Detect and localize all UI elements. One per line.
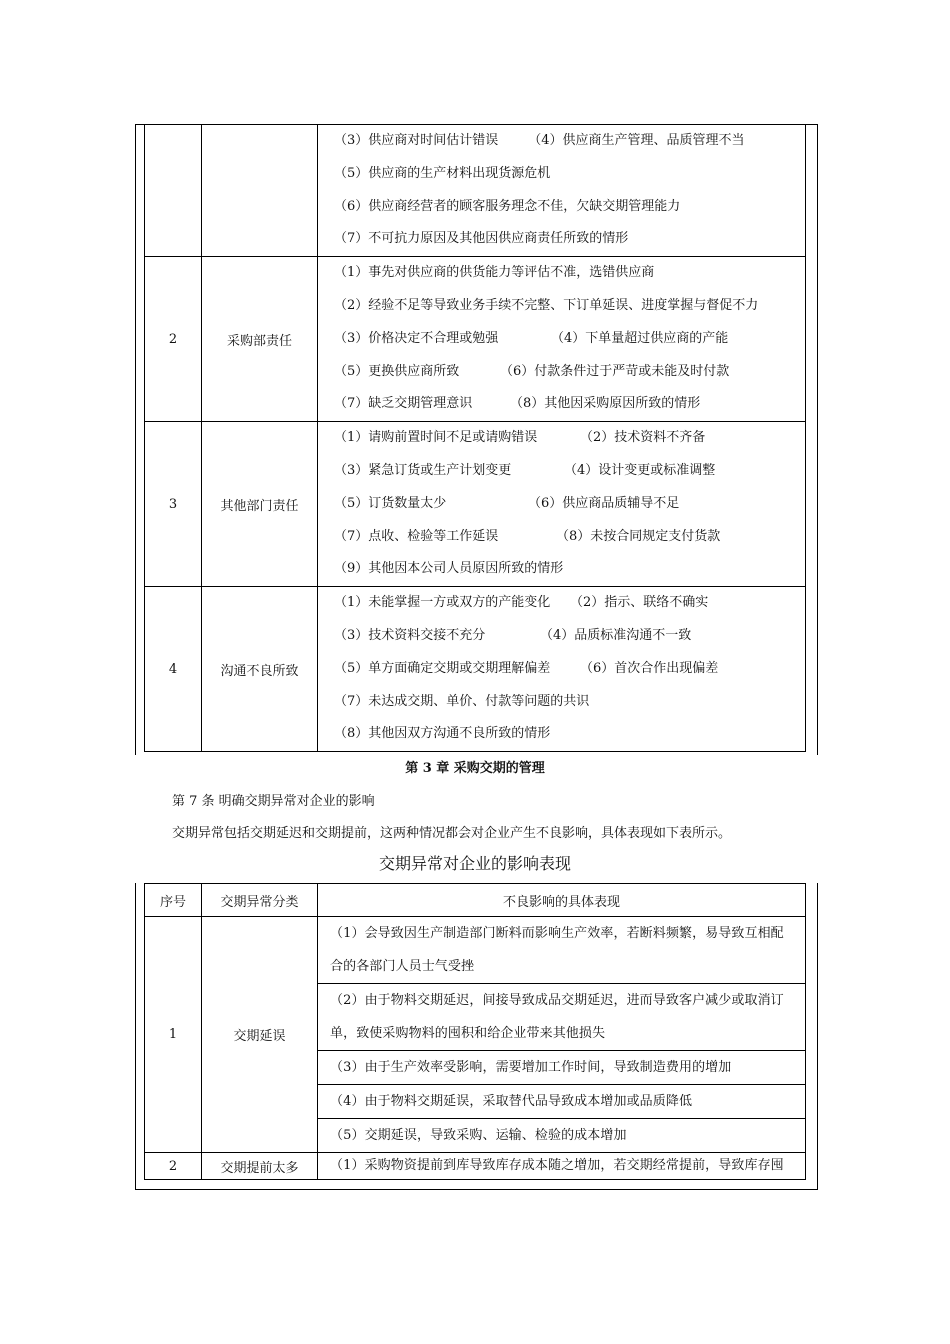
row-number: 4 (145, 587, 202, 752)
cause-item: （9）其他因本公司人员原因所致的情形 (334, 561, 564, 577)
cause-item: （3）紧急订货或生产计划变更 (334, 462, 512, 478)
row-number (145, 125, 202, 257)
cause-line (318, 191, 805, 224)
cause-item: （6）供应商品质辅导不足 (528, 495, 680, 511)
impact-line: 合的各部门人员士气受挫 (330, 959, 475, 974)
cause-item: （6）供应商经营者的顾客服务理念不佳，欠缺交期管理能力 (334, 198, 681, 214)
cause-item: （7）缺乏交期管理意识 (334, 396, 473, 412)
cause-item: （8）其他因双方沟通不良所致的情形 (334, 726, 551, 742)
cause-line (318, 257, 805, 290)
row-number: 1 (145, 917, 202, 1153)
cause-line (318, 653, 805, 686)
impact-line: （3）由于生产效率受影响，需要增加工作时间，导致制造费用的增加 (330, 1060, 732, 1075)
row-number: 2 (145, 257, 202, 422)
paragraph: 交期异常包括交期延迟和交期提前，这两种情况都会对企业产生不良影响，具体表现如下表所示。 (172, 826, 732, 841)
chapter-heading: 第 3 章 采购交期的管理 (405, 761, 545, 776)
cause-item: （5）订货数量太少 (334, 495, 447, 511)
header-cell: 不良影响的具体表现 (318, 884, 806, 917)
impact-line: （1）会导致因生产制造部门断料而影响生产效率，若断料频繁，易导致互相配 (330, 926, 784, 941)
impact-item (318, 1119, 806, 1153)
impact-table (144, 883, 806, 1180)
cause-line (318, 158, 805, 191)
impact-item (318, 1153, 806, 1180)
cause-line (318, 488, 805, 521)
cause-item: （7）点收、检验等工作延误 (334, 528, 499, 544)
cause-line (318, 521, 805, 554)
row-causes (318, 422, 806, 587)
impact-item (318, 1051, 806, 1085)
cause-item: （2）技术资料不齐备 (580, 430, 706, 446)
row-causes (318, 587, 806, 752)
cause-item: （7）不可抗力原因及其他因供应商责任所致的情形 (334, 231, 629, 247)
cause-line (318, 323, 805, 356)
cause-item: （3）价格决定不合理或勉强 (334, 330, 499, 346)
cause-line (318, 422, 805, 455)
cause-line (318, 718, 805, 751)
cause-item: （5）更换供应商所致 (334, 363, 460, 379)
cause-item: （4）下单量超过供应商的产能 (551, 330, 729, 346)
row-category: 交期提前太多 (202, 1153, 318, 1180)
row-number: 3 (145, 422, 202, 587)
cause-line (318, 455, 805, 488)
row-causes (318, 257, 806, 422)
impact-item (318, 917, 806, 984)
row-category: 其他部门责任 (202, 422, 318, 587)
cause-line (318, 553, 805, 586)
row-category: 交期延误 (202, 917, 318, 1153)
table-row (145, 1153, 806, 1180)
impact-line: （5）交期延误，导致采购、运输、检验的成本增加 (330, 1128, 627, 1143)
impact-item (318, 984, 806, 1051)
impact-line: 单，致使采购物料的囤积和给企业带来其他损失 (330, 1026, 606, 1041)
row-category: 沟通不良所致 (202, 587, 318, 752)
cause-item: （4）供应商生产管理、品质管理不当 (528, 133, 745, 148)
impact-line: （4）由于物料交期延误，采取替代品导致成本增加或品质降低 (330, 1094, 693, 1109)
table-header-row (145, 884, 806, 917)
header-cell: 交期异常分类 (202, 884, 318, 917)
cause-line (318, 356, 805, 389)
cause-item: （8）其他因采购原因所致的情形 (510, 396, 701, 412)
cause-item: （6）首次合作出现偏差 (580, 660, 719, 676)
table-row (145, 125, 806, 257)
cause-item: （6）付款条件过于严苛或未能及时付款 (500, 363, 730, 379)
cause-line (318, 587, 805, 620)
cause-table (144, 124, 806, 752)
cause-item: （3）技术资料交接不充分 (334, 627, 486, 643)
impact-item (318, 1085, 806, 1119)
cause-line (318, 223, 805, 256)
cause-line (318, 290, 805, 323)
cause-line (318, 125, 805, 158)
cause-item: （2）经验不足等导致业务手续不完整、下订单延误、进度掌握与督促不力 (334, 297, 759, 313)
cause-item: （7）未达成交期、单价、付款等问题的共识 (334, 693, 590, 709)
article-heading: 第 7 条 明确交期异常对企业的影响 (172, 794, 375, 809)
cause-item: （4）设计变更或标准调整 (564, 462, 716, 478)
impact-line: （1）采购物资提前到库导致库存成本随之增加，若交期经常提前，导致库存囤 (330, 1158, 784, 1173)
table-title: 交期异常对企业的影响表现 (378, 854, 571, 873)
cause-line (318, 620, 805, 653)
cause-item: （1）请购前置时间不足或请购错误 (334, 430, 538, 446)
cause-item: （1）事先对供应商的供货能力等评估不准，选错供应商 (334, 265, 655, 281)
cause-item: （4）品质标准沟通不一致 (540, 627, 692, 643)
cause-item: （2）指示、联络不确实 (570, 595, 709, 611)
table-row (145, 422, 806, 587)
cause-item: （1）未能掌握一方或双方的产能变化 (334, 595, 551, 611)
cause-item: （8）未按合同规定支付货款 (556, 528, 721, 544)
cause-item: （3）供应商对时间估计错误 (334, 133, 499, 148)
table-row (145, 917, 806, 984)
cause-line (318, 388, 805, 421)
cause-item: （5）单方面确定交期或交期理解偏差 (334, 660, 551, 676)
cause-item: （5）供应商的生产材料出现货源危机 (334, 165, 551, 181)
table-row (145, 587, 806, 752)
impact-line: （2）由于物料交期延迟，间接导致成品交期延迟，进而导致客户减少或取消订 (330, 993, 784, 1008)
row-category (202, 125, 318, 257)
row-causes (318, 125, 806, 257)
header-cell: 序号 (145, 884, 202, 917)
table-row (145, 257, 806, 422)
row-number: 2 (145, 1153, 202, 1180)
row-category: 采购部责任 (202, 257, 318, 422)
cause-line (318, 686, 805, 719)
